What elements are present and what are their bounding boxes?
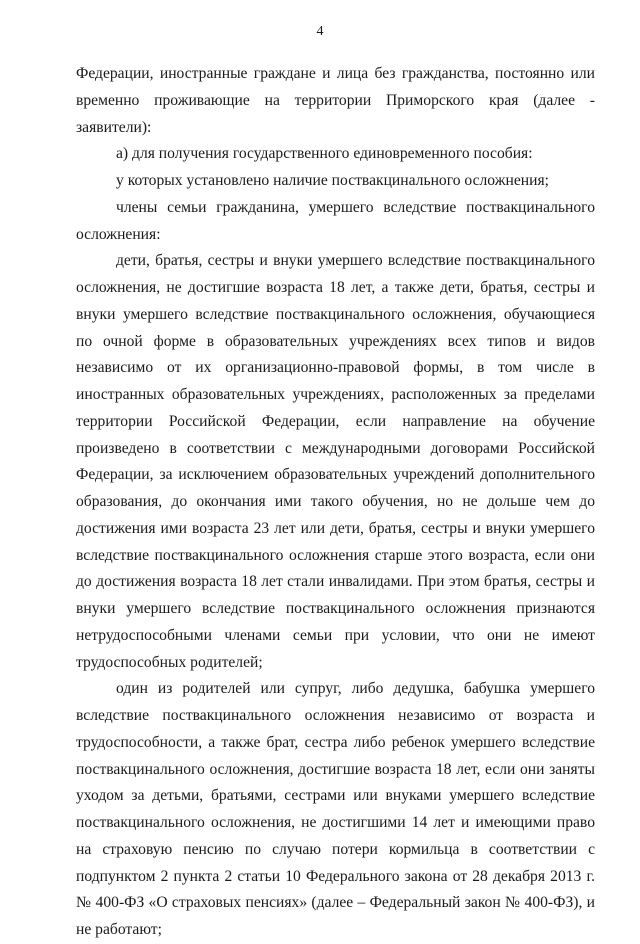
- paragraph-children-siblings: дети, братья, сестры и внуки умершего вследствие поствакцинального осложнения, не достигшие возраста 18 лет, а также дети, братья, сестры и внуки умершего вследствие поствакцинального осложнения, обучающиеся по очной форме в образовательных учреждениях всех типов и видов независимо от их организационно-правовой формы, в том числе в иностранных образовательных учреждениях, расположенных за пределами территории Российской Федерации, если направление на обучение произведено в соответствии с международными договорами Российской Федерации, за исключением образовательных учреждений дополнительного образования, до окончания ими такого обучения, но не дольше чем до достижения ими возраста 23 лет или дети, братья, сестры и внуки умершего вследствие поствакцинального осложнения старше этого возраста, если они до достижения возраста 18 лет стали инвалидами. При этом братья, сестры и внуки умершего вследствие поствакцинального осложнения признаются нетрудоспособными членами семьи при условии, что они не имеют трудоспособных родителей;: [76, 252, 595, 671]
- document-body: [76, 61, 595, 944]
- paragraph-continuation: Федерации, иностранные граждане и лица без гражданства, постоянно или временно проживающие на территории Приморского края (далее - заявители):: [76, 65, 595, 136]
- paragraph-family-members: члены семьи гражданина, умершего вследствие поствакцинального осложнения:: [76, 198, 595, 243]
- paragraph-parents-spouse: один из родителей или супруг, либо дедушка, бабушка умершего вследствие поствакцинального осложнения независимо от возраста и трудоспособности, а также брат, сестра либо ребенок умершего вследствие поствакцинального осложнения, достигшие возраста 18 лет, если они заняты уходом за детьми, братьями, сестрами или внуками умершего вследствие поствакцинального осложнения, не достигшими 14 лет и имеющими право на страховую пенсию по случаю потери кормильца в соответствии с подпунктом 2 пункта 2 статьи 10 Федерального закона от 28 декабря 2013 г. № 400-ФЗ «О страховых пенсиях» (далее – Федеральный закон № 400-ФЗ), и не работают;: [76, 680, 595, 938]
- paragraph-item-a: а) для получения государственного единовременного пособия:: [116, 145, 533, 163]
- paragraph-vaccination-complication: у которых установлено наличие поствакцинального осложнения;: [116, 172, 549, 189]
- page-number: 4: [316, 24, 324, 39]
